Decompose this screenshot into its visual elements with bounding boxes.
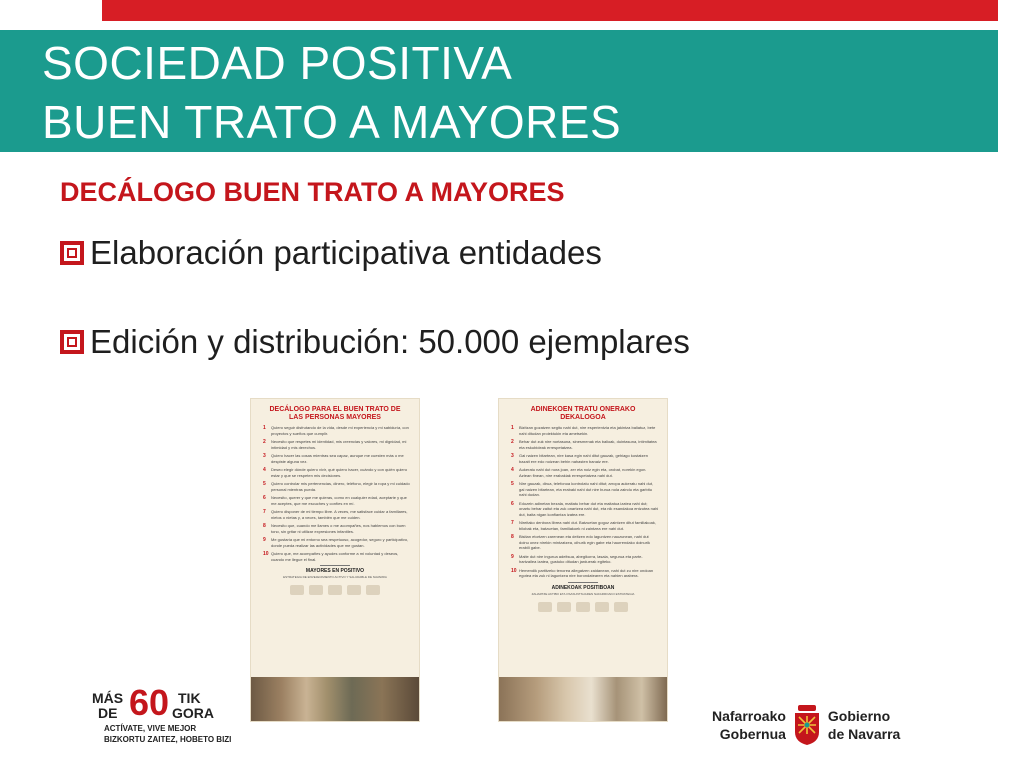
poster-item: [263, 481, 411, 492]
poster-item: [263, 467, 411, 478]
gobierno-navarra-logo: [712, 700, 912, 750]
poster-item-text: Nireitako denbora librea nahi dut. Batzuetan gogoz zaintzen ditut familiakoak, bilobak eta, batzuetan, familiakoek ni zaintzea ere nahi dut.: [519, 520, 656, 531]
poster-item-number: 6: [263, 495, 266, 501]
poster-title: DECÁLOGO PARA EL BUEN TRATO DE LAS PERSONAS MAYORES: [269, 406, 401, 421]
poster-item-text: Quiero seguir disfrutando de la vida, desde mi experiencia y mi sabiduría, con proyectos y sueños que cumplir.: [271, 425, 409, 436]
poster-item: [511, 554, 659, 565]
sponsor-logo-icon: [595, 602, 609, 612]
navarra-basque-name: [712, 707, 786, 743]
mas-de-60-logo: [92, 682, 232, 750]
logo-60-number: 60: [129, 682, 170, 723]
logo-de-text: DE: [98, 705, 118, 721]
poster-item-number: 9: [511, 553, 514, 560]
poster-item: [263, 509, 411, 520]
poster-footer: MAYORES EN POSITIVO: [305, 568, 365, 574]
poster-footer: ADINEKOAK POSITIBOAN: [551, 584, 615, 591]
poster-item: [263, 495, 411, 506]
poster-item-text: Edozein adinetan bezala, maitatu behar dut eta maitatua izatea nahi dut; onartu behar zaitut eta zuk onartzea nahi dut, eta nik esandakoa entzutea nahi dut, baita nigan konfiantza izatea ere.: [519, 500, 659, 517]
top-accent-bar: [102, 0, 998, 21]
poster-item-number: 7: [511, 520, 514, 526]
poster-item-text: Quiero que, me acompañes y ayudes conforme a mi voluntad y deseos, cuando me llegue el final.: [271, 551, 399, 562]
poster-item: [511, 467, 659, 478]
poster-item-text: Maite dut nire ingurua adeitsua, abegikorra, lasaia, segurua eta parte-hartzailea izatea, gustuko ditudan jarduerak egiteko.: [519, 553, 643, 564]
poster-item-number: 3: [511, 453, 514, 459]
slide-title-line-2: BUEN TRATO A MAYORES: [42, 96, 622, 148]
poster-item-number: 9: [263, 537, 266, 543]
poster-item-text: Bisitan etortzen zarenean eta deitzen edo laguntzen nauzunean, nahi dut doinu onez nirekin mintzatzea, oihurik egin gabe eta haurrendako doinurik erabili gabe.: [519, 534, 650, 550]
poster-item-text: Bizitzan gozatzen segitu nahi dut, nire esperientzia eta jakintza baliatuz, bete nahi ditudan proiektukin eta ametsekin.: [519, 425, 656, 436]
poster-item: [511, 568, 659, 579]
sponsor-logo-icon: [538, 602, 552, 612]
poster-item-number: 5: [511, 481, 514, 487]
bullet-item: [60, 323, 690, 361]
poster-item: [511, 534, 659, 551]
poster-item: [511, 481, 659, 498]
poster-logos: [251, 585, 419, 595]
navarra-basque-line-2: Gobernua: [719, 726, 786, 742]
poster-item-number: 6: [511, 500, 514, 507]
poster-item: [511, 439, 659, 450]
poster-item: [263, 523, 411, 534]
sponsor-logo-icon: [290, 585, 304, 595]
poster-item-text: Aukeratu nahi dut nora joan, zer eta noiz egin eta, orobat, norekin egon. Aztean finean, nire erabakiak errespetatzea nahi dut.: [519, 467, 647, 478]
poster-photo: [499, 677, 667, 721]
poster-item-number: 2: [511, 439, 514, 445]
poster-item: [511, 520, 659, 531]
poster-item: [263, 425, 411, 436]
poster-item-text: Me gustaría que mi entorno sea respetuoso, acogedor, seguro y participativo, donde pueda realizar las actividades que me gustan.: [271, 537, 409, 548]
sponsor-logo-icon: [557, 602, 571, 612]
poster-item: [263, 453, 411, 464]
poster-item-number: 10: [263, 551, 269, 557]
logo-slogan-eu: BIZKORTU ZAITEZ, HOBETO BIZI: [104, 735, 232, 744]
bullet-text: Elaboración participativa entidades: [90, 234, 602, 271]
poster-item-number: 1: [263, 425, 266, 431]
poster-basque: [498, 398, 668, 722]
poster-item-text: Quiero controlar mis pertenencias, dinero, teléfono, elegir la ropa y mi cuidado personal mientras pueda.: [271, 481, 410, 492]
poster-item-number: 1: [511, 425, 514, 431]
poster-item-text: Nire gauzak, dirua, telefonoa kontrolatu nahi ditut; arropa aukeratu nahi dut, gai naizen bitartean, eta erabaki nahi dut nire burua nola zaindu eta garbitu nahi dudan.: [519, 481, 654, 497]
poster-divider: [320, 565, 350, 566]
poster-item-text: Gai naizen bitartean, nire kasa egin nahi ditut gauzak, gehiago kostatzen bazait ere edo noizean behin nahasten banaiz ere.: [519, 453, 648, 464]
navarra-spanish-line-1: Gobierno: [827, 708, 891, 724]
poster-item-number: 8: [263, 523, 266, 529]
bullet-text: Edición y distribución: 50.000 ejemplares: [90, 323, 690, 360]
poster-item: [511, 501, 659, 518]
poster-divider: [568, 582, 598, 583]
poster-items: [499, 425, 667, 579]
bullet-item: [60, 234, 602, 272]
logo-slogan-es: ACTÍVATE, VIVE MEJOR: [104, 724, 197, 733]
logo-tik-text: TIK: [178, 690, 201, 706]
section-subtitle: DECÁLOGO BUEN TRATO A MAYORES: [60, 177, 565, 207]
poster-items: [251, 425, 419, 562]
poster-item-number: 8: [511, 534, 514, 540]
poster-spanish: [250, 398, 420, 722]
bullet-square-icon: [60, 330, 84, 354]
navarra-spanish-line-2: de Navarra: [827, 726, 901, 742]
poster-item-number: 7: [263, 509, 266, 515]
poster-item-text: Necesito que, cuando me llames o me acompañes, nos hablemos con buen tono, sin gritar ni utilizar expresiones infantiles.: [271, 523, 406, 534]
poster-item-number: 5: [263, 481, 266, 487]
sponsor-logo-icon: [309, 585, 323, 595]
poster-item: [511, 425, 659, 436]
poster-item-text: Deseo elegir dónde quiero vivir, qué quiero hacer, cuándo y con quién quiero estar y que se respeten mis decisiones.: [271, 467, 408, 478]
poster-footer-sub: ESTRATEGIA DE ENVEJECIMIENTO ACTIVO Y SALUDABLE DE NAVARRA: [283, 575, 387, 579]
poster-item-number: 4: [511, 467, 514, 473]
slide-title-line-1: SOCIEDAD POSITIVA: [42, 37, 513, 89]
poster-item-text: Quiero disponer de mi tiempo libre. A veces, me satisface cuidar a familiares, nietos o nietas y, a veces, también que me cuiden.: [271, 509, 408, 520]
poster-item-text: Quiero hacer las cosas mientras sea capaz, aunque me cuesten más o me despiste alguna vez.: [271, 453, 404, 464]
poster-photo: [251, 677, 419, 721]
sponsor-logo-icon: [347, 585, 361, 595]
poster-item: [263, 537, 411, 548]
poster-footer-sub: ZAHARTZE AKTIBO ETA OSASUNTSUAREN NAFARROAKO ESTRATEGIA: [531, 591, 635, 596]
poster-item-text: Behar dut zuk nire nortasuna, sinesmenak eta balioak, duintasuna, intimitatea eta eskubideak errespetatzea.: [519, 439, 657, 450]
logo-mas-text: MÁS: [92, 690, 124, 706]
poster-item-text: Necesito, querer y que me quieras, como en cualquier edad, aceptarte y que me aceptes, que me escuches y confíes en mí.: [271, 495, 407, 506]
sponsor-logo-icon: [576, 602, 590, 612]
poster-item-text: Necesito que respetes mi identidad, mis creencias y valores, mi dignidad, mi intimidad y mis derechos.: [271, 439, 407, 450]
poster-item-number: 2: [263, 439, 266, 445]
poster-item-number: 4: [263, 467, 266, 473]
navarra-shield-icon: [792, 704, 822, 746]
navarra-spanish-name: [828, 707, 900, 743]
sponsor-logo-icon: [614, 602, 628, 612]
poster-item: [263, 551, 411, 562]
poster-item-number: 3: [263, 453, 266, 459]
sponsor-logo-icon: [366, 585, 380, 595]
navarra-basque-line-1: Nafarroako: [712, 708, 786, 724]
bullet-square-icon: [60, 241, 84, 265]
logo-gora-text: GORA: [172, 705, 214, 721]
poster-item-number: 10: [511, 567, 517, 574]
poster-item: [263, 439, 411, 450]
poster-item: [511, 453, 659, 464]
poster-title: ADINEKOEN TRATU ONERAKO DEKALOGOA: [530, 406, 636, 421]
sponsor-logo-icon: [328, 585, 342, 595]
poster-item-text: Hemendik partitzeko tenorea allegatzen zaidanean, nahi dut zu nire ondoan egotea eta zuk ni laguntzea nire borondatearen eta nahien arabera.: [519, 567, 654, 578]
poster-logos: [499, 602, 667, 612]
